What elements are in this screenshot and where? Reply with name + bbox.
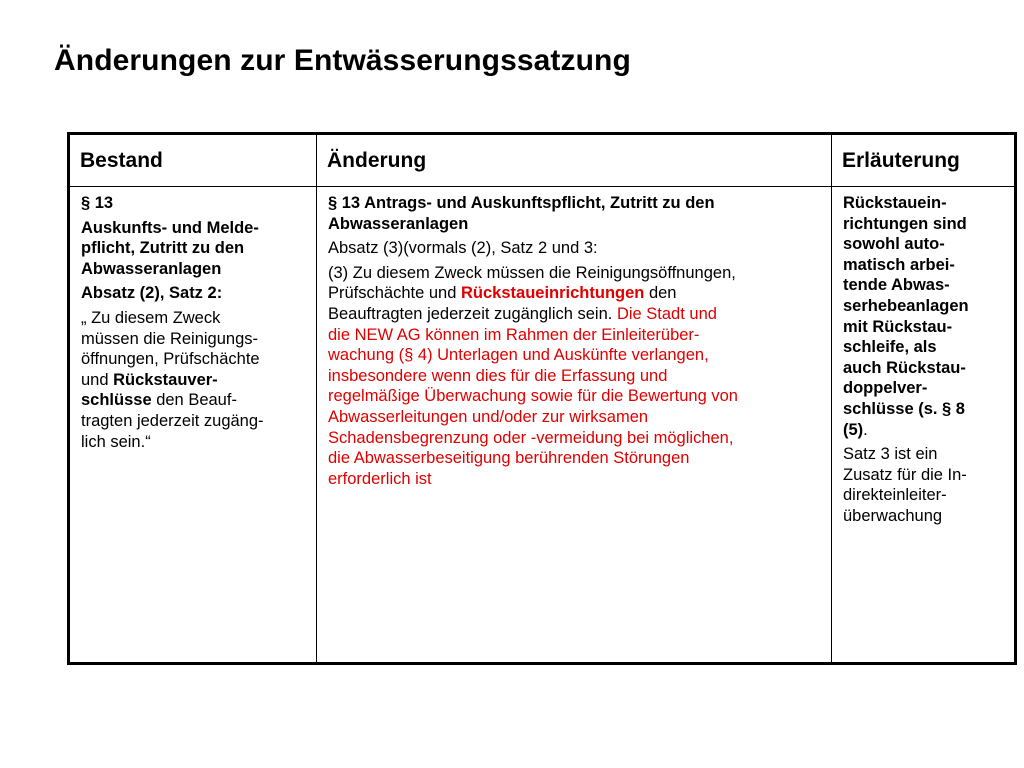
erlaeuterung-note-line: Zusatz für die In-	[843, 465, 967, 484]
erlaeuterung-line: doppelver-	[843, 379, 928, 398]
aenderung-paragraph	[328, 263, 821, 490]
header-bestand: Bestand	[69, 134, 317, 187]
aenderung-new-text: regelmäßige Überwachung sowie für die Bewertung von	[328, 387, 738, 406]
erlaeuterung-line: serhebeanlagen	[843, 296, 969, 315]
erlaeuterung-note-line: direkteinleiter-	[843, 486, 947, 505]
aenderung-heading	[328, 193, 821, 234]
bestand-quote-line: „ Zu diesem Zweck	[81, 308, 221, 327]
aenderung-text: den	[644, 284, 677, 303]
comparison-table	[67, 132, 1017, 665]
bestand-heading-line: Abwasseranlagen	[81, 259, 222, 278]
header-erlaeuterung: Erläuterung	[832, 134, 1016, 187]
bestand-heading-line: Auskunfts- und Melde-	[81, 218, 259, 237]
table-header-row	[69, 134, 1016, 187]
bestand-quote-emphasis: Rückstauver-	[113, 370, 218, 389]
erlaeuterung-note-line: überwachung	[843, 506, 943, 525]
aenderung-emphasis: Rückstaueinrichtungen	[461, 284, 645, 303]
erlaeuterung-line	[843, 420, 1004, 441]
page-title: Änderungen zur Entwässerungssatzung	[54, 44, 631, 77]
erlaeuterung-line: sowohl auto-	[843, 235, 945, 254]
erlaeuterung-text: .	[863, 420, 868, 439]
bestand-heading-line: pflicht, Zutritt zu den	[81, 239, 245, 258]
bestand-quote-emphasis: schlüsse	[81, 391, 152, 410]
erlaeuterung-line: schlüsse (s. § 8	[843, 399, 965, 418]
header-aenderung: Änderung	[317, 134, 832, 187]
aenderung-new-text: Die Stadt und	[616, 304, 717, 323]
bestand-section: § 13	[81, 194, 114, 212]
erlaeuterung-definition	[843, 193, 1004, 440]
erlaeuterung-note-line: Satz 3 ist ein	[843, 445, 938, 464]
bestand-absatz: Absatz (2), Satz 2:	[81, 284, 223, 303]
erlaeuterung-line: tende Abwas-	[843, 276, 950, 295]
aenderung-line	[328, 283, 821, 304]
aenderung-line	[328, 304, 821, 325]
aenderung-text: Prüfschächte und	[328, 284, 461, 303]
aenderung-new-text: die NEW AG können im Rahmen der Einleiterüber-	[328, 325, 700, 344]
bestand-quote-line: öffnungen, Prüfschächte	[81, 350, 260, 369]
aenderung-new-text: erforderlich ist	[328, 469, 432, 488]
erlaeuterung-line: richtungen sind	[843, 214, 967, 233]
erlaeuterung-line: mit Rückstau-	[843, 317, 953, 336]
aenderung-new-text: wachung (§ 4) Unterlagen und Auskünfte verlangen,	[328, 346, 709, 365]
aenderung-text: Beauftragten jederzeit zugänglich sein.	[328, 304, 617, 323]
bestand-quote-text: den Beauf-	[151, 391, 237, 410]
erlaeuterung-text: (5)	[843, 420, 864, 439]
aenderung-new-text: Abwasserleitungen und/oder zur wirksamen	[328, 407, 649, 426]
table-row	[69, 187, 1016, 664]
aenderung-line: (3) Zu diesem Zweck müssen die Reinigungsöffnungen,	[328, 263, 736, 282]
aenderung-heading-line: Abwasseranlagen	[328, 214, 469, 233]
bestand-quote	[81, 308, 306, 452]
cell-bestand	[69, 187, 317, 664]
erlaeuterung-line: matisch arbei-	[843, 255, 955, 274]
aenderung-absatz: Absatz (3)(vormals (2), Satz 2 und 3:	[328, 239, 598, 258]
erlaeuterung-line: Rückstauein-	[843, 194, 947, 212]
erlaeuterung-line: schleife, als	[843, 338, 937, 357]
bestand-quote-line: lich sein.“	[81, 432, 151, 451]
cell-aenderung	[317, 187, 832, 664]
aenderung-new-text: Schadensbegrenzung oder -vermeidung bei möglichen,	[328, 428, 734, 447]
cell-erlaeuterung	[832, 187, 1016, 664]
bestand-quote-line: müssen die Reinigungs-	[81, 329, 259, 348]
bestand-quote-line	[81, 370, 306, 391]
aenderung-new-text: insbesondere wenn dies für die Erfassung und	[328, 366, 668, 385]
aenderung-heading-line: § 13 Antrags- und Auskunftspflicht, Zutritt zu den	[328, 194, 715, 212]
bestand-quote-text: und	[81, 370, 114, 389]
bestand-quote-line	[81, 390, 306, 411]
erlaeuterung-note	[843, 444, 1004, 526]
bestand-quote-line: tragten jederzeit zugäng-	[81, 411, 264, 430]
erlaeuterung-line: auch Rückstau-	[843, 358, 966, 377]
aenderung-new-text: die Abwasserbeseitigung berührenden Störungen	[328, 449, 690, 468]
bestand-heading	[81, 218, 306, 280]
